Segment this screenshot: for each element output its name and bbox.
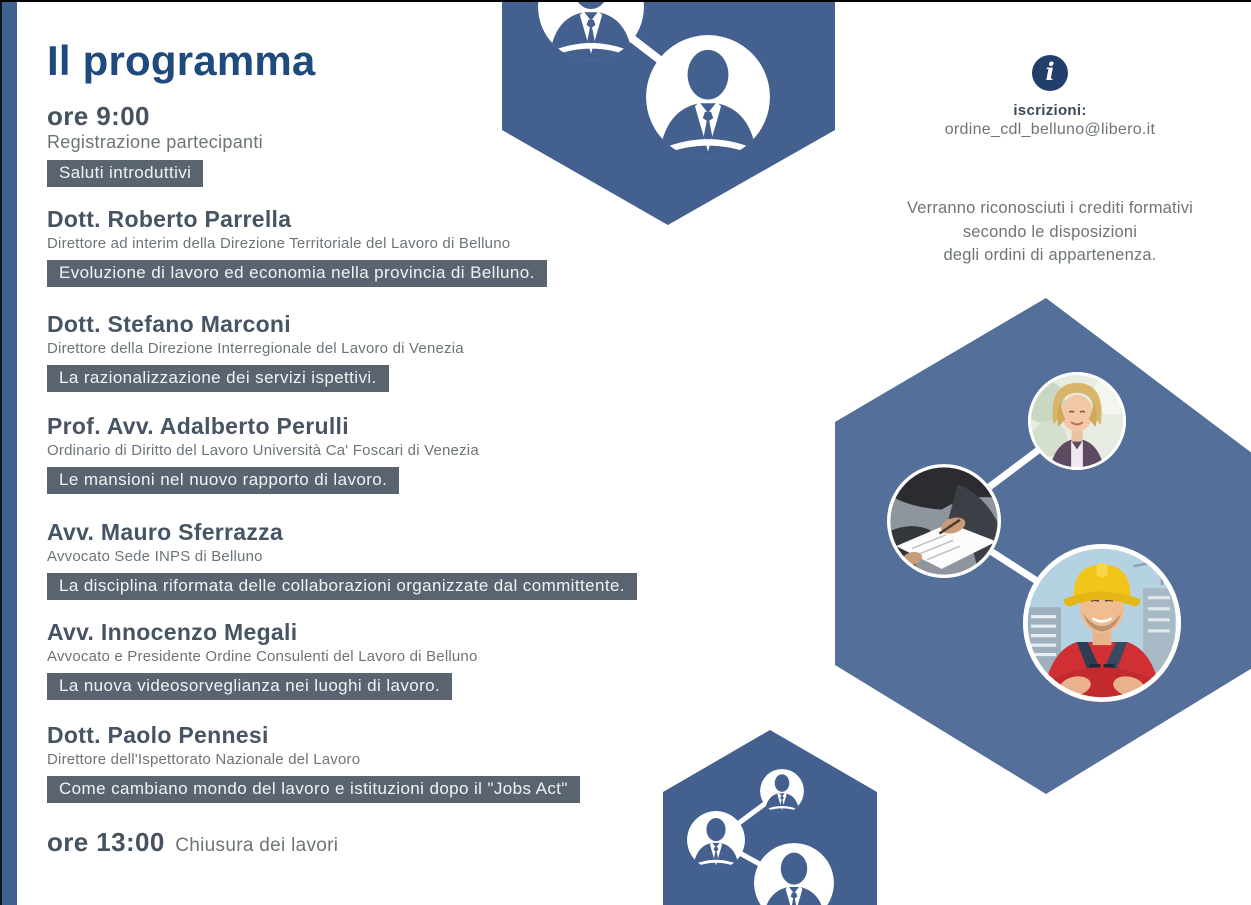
photo-network-graphic <box>835 298 1251 794</box>
talk-title-badge: Evoluzione di lavoro ed economia nella provincia di Belluno. <box>47 260 547 287</box>
opening-badge: Saluti introduttivi <box>47 160 203 187</box>
speaker-role: Direttore della Direzione Interregionale del Lavoro di Venezia <box>47 340 464 357</box>
talk-title-badge: La nuova videosorveglianza nei luoghi di lavoro. <box>47 673 452 700</box>
speaker-role: Avvocato Sede INPS di Belluno <box>47 548 263 565</box>
opening-time: ore 9:00 <box>47 101 150 131</box>
network-avatars-graphic <box>663 730 877 905</box>
speaker-name: Dott. Roberto Parrella <box>47 206 292 232</box>
businessman-avatar-icon <box>760 769 804 814</box>
opening-description: Registrazione partecipanti <box>47 132 263 152</box>
speaker-block <box>47 618 478 700</box>
network-hexagon-bottom <box>663 730 877 905</box>
speaker-name: Avv. Innocenzo Megali <box>47 619 298 645</box>
businessman-avatar-icon <box>754 843 834 905</box>
businessman-avatar-icon <box>646 35 770 163</box>
speaker-name: Dott. Paolo Pennesi <box>47 722 269 748</box>
network-hexagon-top <box>502 0 835 225</box>
speaker-role: Direttore ad interim della Direzione Territoriale del Lavoro di Belluno <box>47 235 511 252</box>
speaker-block <box>47 721 580 803</box>
speaker-role: Ordinario di Diritto del Lavoro Università Ca' Foscari di Venezia <box>47 442 479 459</box>
photo-contract-signing <box>887 464 1001 578</box>
speaker-name: Prof. Avv. Adalberto Perulli <box>47 413 349 439</box>
registration-label: iscrizioni: <box>1013 102 1087 119</box>
speaker-block <box>47 412 479 494</box>
closing-description: Chiusura dei lavori <box>175 835 339 856</box>
speaker-block <box>47 205 547 287</box>
talk-title-badge: Le mansioni nel nuovo rapporto di lavoro. <box>47 467 399 494</box>
talk-title-badge: Come cambiano mondo del lavoro e istituzioni dopo il "Jobs Act" <box>47 776 580 803</box>
speaker-block <box>47 518 637 600</box>
speaker-block <box>47 310 464 392</box>
businessman-avatar-icon <box>687 811 745 871</box>
speaker-name: Avv. Mauro Sferrazza <box>47 519 284 545</box>
network-avatars-graphic <box>502 0 835 225</box>
registration-email: ordine_cdl_belluno@libero.it <box>944 121 1156 138</box>
photo-hexagon <box>835 298 1251 794</box>
businessman-avatar-icon <box>538 0 644 63</box>
speaker-role: Avvocato e Presidente Ordine Consulenti del Lavoro di Belluno <box>47 648 478 665</box>
opening-block <box>47 102 263 187</box>
closing-time: ore 13:00 <box>47 827 165 857</box>
info-column <box>850 55 1250 268</box>
photo-businesswoman <box>1022 372 1132 470</box>
speaker-role: Direttore dell'Ispettorato Nazionale del Lavoro <box>47 751 361 768</box>
credits-line: secondo le disposizioni <box>962 222 1138 241</box>
page-title: Il programma <box>47 37 316 84</box>
credits-note <box>850 197 1250 268</box>
talk-title-badge: La razionalizzazione dei servizi ispettivi. <box>47 365 389 392</box>
photo-construction-worker <box>1023 544 1181 702</box>
credits-line: Verranno riconosciuti i crediti formativi <box>906 199 1194 217</box>
info-icon-glyph: i <box>1045 57 1055 86</box>
credits-line: degli ordini di appartenenza. <box>943 246 1157 264</box>
talk-title-badge: La disciplina riformata delle collaborazioni organizzate dal committente. <box>47 573 637 600</box>
speaker-name: Dott. Stefano Marconi <box>47 311 291 337</box>
left-accent-bar <box>2 2 17 905</box>
info-icon <box>1032 55 1068 91</box>
closing-block <box>47 828 338 857</box>
